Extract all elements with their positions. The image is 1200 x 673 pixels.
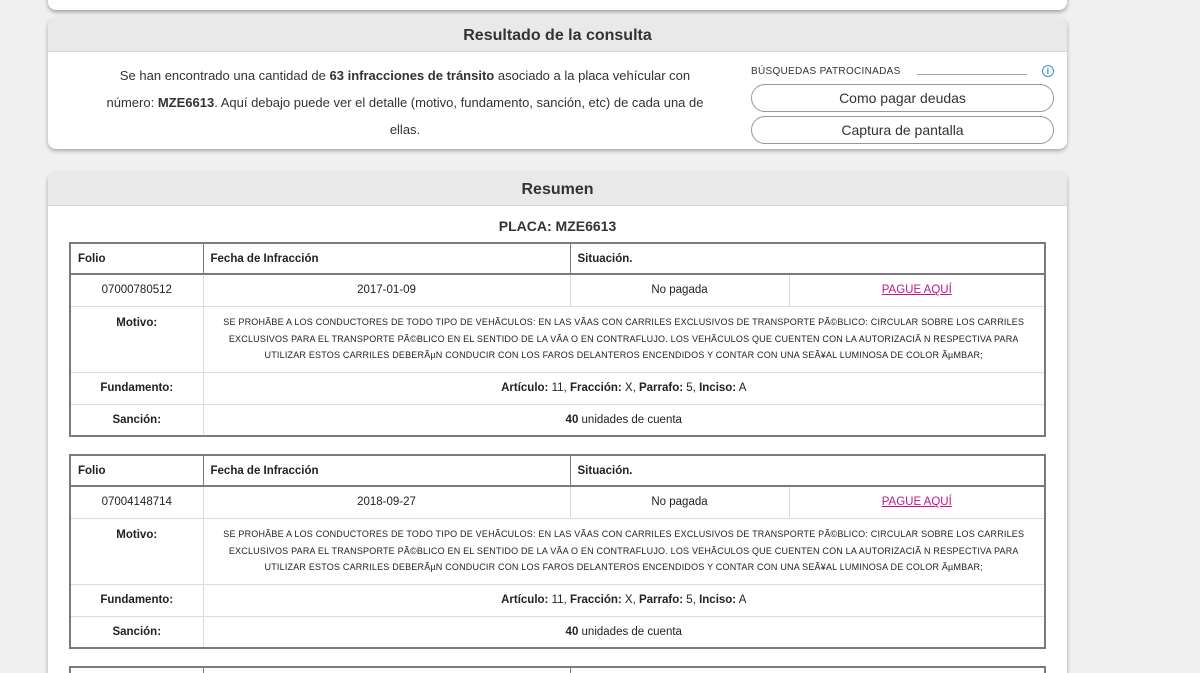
- sancion-value: 40 unidades de cuenta: [203, 616, 1045, 648]
- result-panel-title: Resultado de la consulta: [48, 18, 1067, 52]
- sancion-label: Sanción:: [70, 404, 203, 436]
- column-header-folio: Folio: [70, 243, 203, 274]
- sponsored-heading: BÚSQUEDAS PATROCINADAS: [751, 66, 901, 77]
- summary-panel-title: Resumen: [48, 172, 1067, 206]
- previous-panel-bottom: [48, 0, 1067, 10]
- motivo-label: Motivo:: [70, 518, 203, 584]
- infraction-table-partial: [69, 666, 1046, 673]
- motivo-text: SE PROHÃBE A LOS CONDUCTORES DE TODO TIPO DE VEHÃCULOS: EN LAS VÃAS CON CARRILES EXCLUSIVOS DE TRANSPORTE PÃ©BLICO: CIRCULAR SOBRE LOS CARRILES EXCLUSIVOS PARA EL TRANSPORTE PÃ©BLICO EN EL SENTIDO DE LA VÃA O EN CONTRAFLUJO. LOS VEHÃCULOS QUE CUENTEN CON LA AUTORIZACIÃ N RESPECTIVA PARA UTILIZAR ESTOS CARRILES DEBERÃµN CONDUCIR CON LOS FAROS DELANTEROS ENCENDIDOS Y CONTAR CON UNA SEÃ¥AL LUMINOSA DE COLOR ÃµMBAR;: [203, 518, 1045, 584]
- motivo-label: Motivo:: [70, 306, 203, 372]
- info-icon[interactable]: i: [1042, 65, 1054, 77]
- column-header-situacion: Situación.: [570, 243, 1045, 274]
- column-header-fecha: Fecha de Infracción: [203, 243, 570, 274]
- folio-value: 07004148714: [70, 486, 203, 518]
- fundamento-value: Artículo: 11, Fracción: X, Parrafo: 5, Inciso: A: [203, 584, 1045, 616]
- motivo-text: SE PROHÃBE A LOS CONDUCTORES DE TODO TIPO DE VEHÃCULOS: EN LAS VÃAS CON CARRILES EXCLUSIVOS DE TRANSPORTE PÃ©BLICO: CIRCULAR SOBRE LOS CARRILES EXCLUSIVOS PARA EL TRANSPORTE PÃ©BLICO EN EL SENTIDO DE LA VÃA O EN CONTRAFLUJO. LOS VEHÃCULOS QUE CUENTEN CON LA AUTORIZACIÃ N RESPECTIVA PARA UTILIZAR ESTOS CARRILES DEBERÃµN CONDUCIR CON LOS FAROS DELANTEROS ENCENDIDOS Y CONTAR CON UNA SEÃ¥AL LUMINOSA DE COLOR ÃµMBAR;: [203, 306, 1045, 372]
- folio-value: 07000780512: [70, 274, 203, 306]
- fundamento-label: Fundamento:: [70, 372, 203, 404]
- divider: [917, 74, 1027, 75]
- summary-panel: [48, 172, 1067, 673]
- fecha-value: 2018-09-27: [203, 486, 570, 518]
- fundamento-label: Fundamento:: [70, 584, 203, 616]
- column-header-situacion: Situación.: [570, 455, 1045, 486]
- infraction-table: [69, 242, 1046, 437]
- sponsored-button-pay-debts[interactable]: Como pagar deudas: [751, 84, 1054, 112]
- plate-number: MZE6613: [157, 95, 215, 110]
- sponsored-button-screenshot[interactable]: Captura de pantalla: [751, 116, 1054, 144]
- plate-label: PLACA: MZE6613: [498, 218, 617, 234]
- fundamento-value: Artículo: 11, Fracción: X, Parrafo: 5, Inciso: A: [203, 372, 1045, 404]
- pague-aqui-link[interactable]: PAGUE AQUÍ: [881, 496, 952, 509]
- sancion-label: Sanción:: [70, 616, 203, 648]
- sancion-value: 40 unidades de cuenta: [203, 404, 1045, 436]
- infraction-count: 63 infracciones de tránsito: [329, 68, 495, 83]
- sponsored-searches: [751, 66, 1056, 144]
- column-header-fecha: Fecha de Infracción: [203, 455, 570, 486]
- infraction-table: [69, 454, 1046, 649]
- pague-aqui-link[interactable]: PAGUE AQUÍ: [881, 284, 952, 297]
- fecha-value: 2017-01-09: [203, 274, 570, 306]
- situacion-value: No pagada: [570, 274, 789, 306]
- result-panel: [48, 18, 1067, 149]
- result-summary-text: Se han encontrado una cantidad de 63 infracciones de tránsito asociado a la placa vehícular con número: MZE6613. Aquí debajo puede ver el detalle (motivo, fundamento, sanción, etc) de cada una de ellas.: [106, 68, 704, 137]
- situacion-value: No pagada: [570, 486, 789, 518]
- column-header-folio: Folio: [70, 455, 203, 486]
